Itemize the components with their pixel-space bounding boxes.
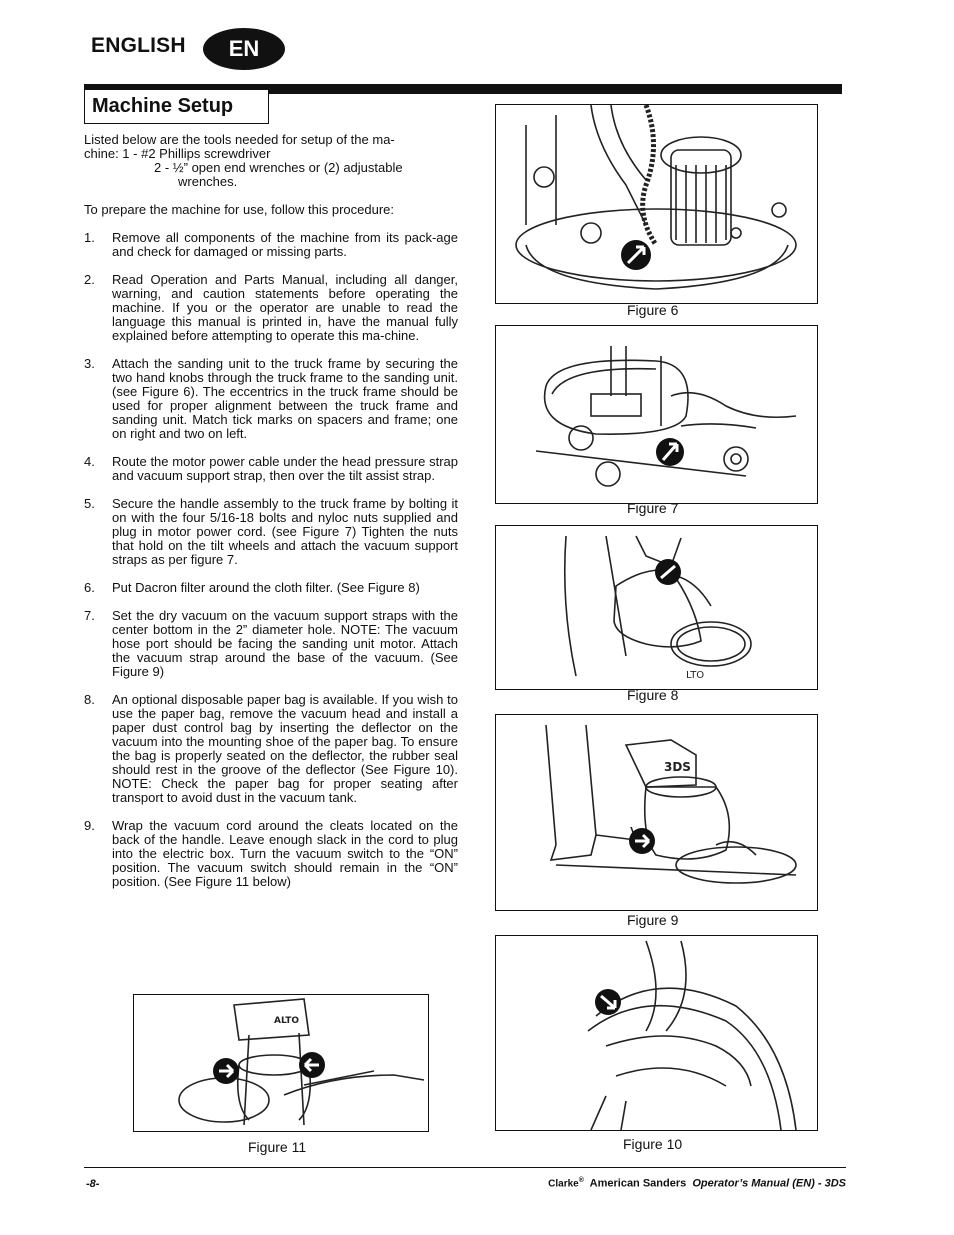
- figure-10-drawing: [496, 936, 817, 1130]
- step-number: 8.: [84, 692, 95, 707]
- footer-brand: Clarke: [548, 1178, 579, 1190]
- procedure-step: [84, 455, 458, 483]
- figure-6-drawing: [496, 105, 817, 303]
- procedure-step: [84, 693, 458, 805]
- step-number: 2.: [84, 272, 95, 287]
- figure-6-caption: Figure 6: [627, 302, 679, 318]
- figure-7-caption: Figure 7: [627, 500, 679, 516]
- footer-manual-title: [548, 1177, 846, 1190]
- language-label: ENGLISH: [91, 34, 186, 57]
- footer-rule: [84, 1167, 846, 1168]
- step-number: 9.: [84, 818, 95, 833]
- footer-company: American Sanders: [589, 1177, 687, 1190]
- step-text: Secure the handle assembly to the truck frame by bolting it on with the four 5/16-18 bolts and nyloc nuts supplied and plug in motor power cord. (see Figure 7) Tighten the nuts that hold on the tilt wheels and attach the vacuum support straps as per figure 7.: [112, 496, 458, 567]
- step-text: An optional disposable paper bag is available. If you wish to use the paper bag, remove the vacuum head and install a paper dust control bag by inserting the deflector on the vacuum into the mounting shoe of the paper bag. To ensure the bag is properly seated on the deflector, the rubber seal should rest in the groove of the deflector (See Figure 10). NOTE: Check the paper bag for proper seating after transport to avoid dust in the vacuum tank.: [112, 692, 458, 805]
- figure-11-logo: ALTO: [274, 1016, 300, 1026]
- step-text: Read Operation and Parts Manual, including all danger, warning, and caution statements before operating the machine. If you or the operator are unable to read the language this manual is printed in, have the manual fully explained before attempting to operate this ma-chine.: [112, 272, 458, 343]
- language-badge: EN: [203, 28, 285, 70]
- figure-8-drawing: [496, 526, 817, 689]
- procedure-step: [84, 609, 458, 679]
- footer-manual: Operator’s Manual (EN) - 3DS: [692, 1177, 846, 1190]
- figure-8-logo: LTO: [686, 670, 705, 681]
- page-number: -8-: [86, 1178, 100, 1190]
- intro-line: chine: 1 - #2 Phillips screwdriver: [84, 146, 271, 161]
- procedure-step: [84, 819, 458, 889]
- step-number: 1.: [84, 230, 95, 245]
- figure-9-model-label: 3DS: [664, 760, 691, 774]
- registered-mark: ®: [578, 1177, 584, 1184]
- figure-9-illustration: [495, 714, 818, 911]
- procedure-intro: To prepare the machine for use, follow this procedure:: [84, 202, 395, 217]
- figure-9-drawing: [496, 715, 817, 910]
- figure-7-illustration: [495, 325, 818, 504]
- step-number: 5.: [84, 496, 95, 511]
- figure-7-drawing: [496, 326, 817, 503]
- figure-10-illustration: [495, 935, 818, 1131]
- step-number: 7.: [84, 608, 95, 623]
- section-title: Machine Setup: [92, 95, 234, 117]
- intro-line: wrenches.: [178, 174, 238, 189]
- step-text: Wrap the vacuum cord around the cleats located on the back of the handle. Leave enough slack in the cord to plug into the electric box. Turn the vacuum switch to the “ON” position. The vacuum switch should remain in the “ON” position. (See Figure 11 below): [112, 818, 458, 889]
- instructions-column: [84, 133, 458, 903]
- step-text: Put Dacron filter around the cloth filter. (See Figure 8): [112, 580, 420, 595]
- procedure-step: [84, 273, 458, 343]
- step-text: Set the dry vacuum on the vacuum support straps with the center bottom in the 2” diameter hole. NOTE: The vacuum hose port should be facing the sanding unit motor. Attach the vacuum strap around the base of the vacuum. (See Figure 9): [112, 608, 458, 679]
- figure-9-caption: Figure 9: [627, 912, 679, 928]
- figure-10-caption: Figure 10: [623, 1136, 683, 1152]
- step-number: 4.: [84, 454, 95, 469]
- procedure-step: [84, 231, 458, 259]
- figure-8-illustration: [495, 525, 818, 690]
- intro-line: Listed below are the tools needed for setup of the ma-: [84, 132, 395, 147]
- figure-8-caption: Figure 8: [627, 687, 679, 703]
- steps-list: [84, 231, 458, 889]
- procedure-step: [84, 357, 458, 441]
- figure-6-illustration: [495, 104, 818, 304]
- figure-11-illustration: [133, 994, 429, 1132]
- procedure-step: [84, 497, 458, 567]
- step-number: 3.: [84, 356, 95, 371]
- figure-11-caption: Figure 11: [248, 1139, 307, 1155]
- figure-11-drawing: [134, 995, 428, 1131]
- procedure-step: [84, 581, 458, 595]
- step-text: Route the motor power cable under the head pressure strap and vacuum support strap, then over the tilt assist strap.: [112, 454, 458, 483]
- intro-line: 2 - ½” open end wrenches or (2) adjustable: [154, 160, 403, 175]
- step-number: 6.: [84, 580, 95, 595]
- step-text: Attach the sanding unit to the truck frame by securing the two hand knobs through the truck frame to the sanding unit. (see Figure 6). The eccentrics in the truck frame should be used for proper alignment between the truck frame and sanding unit. Match tick marks on spacers and frame; one on right and two on left.: [112, 356, 458, 441]
- step-text: Remove all components of the machine from its pack-age and check for damaged or missing parts.: [112, 230, 458, 259]
